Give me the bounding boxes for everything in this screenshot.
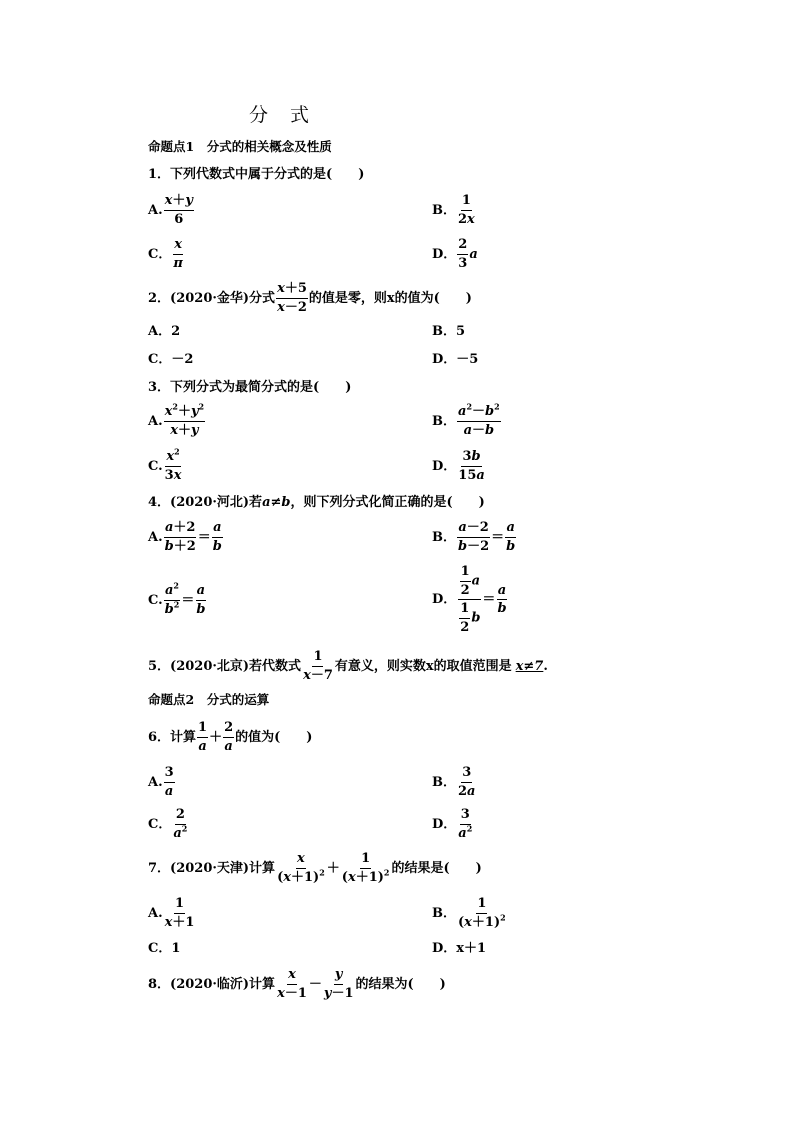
q7-option-a: A. $\frac{1}{x+1}$ xyxy=(148,896,195,930)
q7-option-b: B． $\frac{1}{(x+1)^2}$ xyxy=(432,896,506,930)
fraction: $\frac{x^2}{3x}$ xyxy=(164,446,182,483)
fraction: $\frac{1}{(x+1)^2}$ xyxy=(341,851,390,885)
q7-option-d: D．x＋1 xyxy=(432,941,487,956)
q7-option-c: C．1 xyxy=(148,941,181,956)
question-5-stem: 5．(2020·北京)若代数式 $\frac{1}{x-7}$ 有意义，则实数x的取值范围是 x≠7 . xyxy=(148,649,548,683)
fraction: $\frac{1}{2x}$ xyxy=(458,193,475,227)
fraction: $\frac{a-2}{b-2}$ xyxy=(458,520,490,554)
fraction: $\frac{2}{a^2}$ xyxy=(173,807,188,841)
fraction: $\frac{x+5}{x-2}$ xyxy=(277,281,307,315)
question-1-stem: 1．下列代数式中属于分式的是( ) xyxy=(148,167,365,182)
fraction: $\frac{1}{x-7}$ xyxy=(303,649,333,683)
q2-option-c: C．－2 xyxy=(148,352,194,367)
fraction: $\frac{y}{y-1}$ xyxy=(323,967,354,1001)
q4-option-c: C. $\frac{a^2}{b^2}$ ＝ $\frac{a}{b}$ xyxy=(148,580,206,617)
fraction: $\frac{3}{a}$ xyxy=(164,765,174,799)
q6-option-c: C． $\frac{2}{a^2}$ xyxy=(148,807,188,841)
q4-option-b: B． $\frac{a-2}{b-2}$ ＝ $\frac{a}{b}$ xyxy=(432,520,516,554)
fraction: $\frac{2}{a}$ xyxy=(224,720,234,754)
fraction: $\frac{a}{b}$ xyxy=(506,520,516,554)
section-heading-2: 命题点2 分式的运算 xyxy=(148,692,270,707)
q4-option-a: A. $\frac{a+2}{b+2}$ ＝ $\frac{a}{b}$ xyxy=(148,520,222,554)
fraction: $\frac{1}{(x+1)^2}$ xyxy=(458,896,506,930)
question-6-stem: 6．计算 $\frac{1}{a}$ ＋ $\frac{2}{a}$ 的值为( ) xyxy=(148,720,313,754)
fraction: $\frac{1}{a}$ xyxy=(198,720,208,754)
question-4-stem: 4．(2020·河北)若 a≠b ，则下列分式化简正确的是( ) xyxy=(148,495,485,510)
q6-option-a: A. $\frac{3}{a}$ xyxy=(148,765,174,799)
question-2-stem: 2．(2020·金华)分式 $\frac{x+5}{x-2}$ 的值是零，则x的值为( ) xyxy=(148,281,472,315)
fraction: $\frac{x}{(x+1)^2}$ xyxy=(277,851,325,885)
fraction: $\frac{a^2-b^2}{a-b}$ xyxy=(458,401,500,438)
question-8-stem: 8．(2020·临沂)计算 $\frac{x}{x-1}$ － $\frac{y}{y-1}$ 的结果为( ) xyxy=(148,967,446,1001)
fraction: $\frac{a}{b}$ xyxy=(497,582,507,617)
question-7-stem: 7．(2020·天津)计算 $\frac{x}{(x+1)^2}$ ＋ $\frac{1}{(x+1)^2}$ 的结果是( ) xyxy=(148,851,482,885)
fraction: $\frac{3}{2a}$ xyxy=(458,765,476,799)
fraction: $\frac{3b}{15a}$ xyxy=(458,449,485,483)
question-3-stem: 3．下列分式为最简分式的是( ) xyxy=(148,380,352,395)
q1-option-d: D． $\frac{2}{3}$ a xyxy=(432,237,478,271)
fraction: $\frac{x}{x-1}$ xyxy=(277,967,307,1001)
fraction: $\frac{a}{b}$ xyxy=(212,520,222,554)
q1-option-a: A. $\frac{x+y}{6}$ xyxy=(148,193,193,227)
q2-option-a: A．2 xyxy=(148,324,181,339)
q1-option-b: B． $\frac{1}{2x}$ xyxy=(432,193,475,227)
fraction: $\frac{a+2}{b+2}$ xyxy=(164,520,196,554)
q1-option-c: C． $\frac{x}{\pi}$ xyxy=(148,237,183,271)
q6-option-b: B． $\frac{3}{2a}$ xyxy=(432,765,476,799)
fraction: $\frac{x+y}{6}$ xyxy=(164,193,193,227)
fraction: $\frac{a^2}{b^2}$ xyxy=(164,580,180,617)
q3-option-d: D． $\frac{3b}{15a}$ xyxy=(432,449,485,483)
fraction: $\frac{x}{\pi}$ xyxy=(173,237,183,271)
fraction: $\frac{2}{3}$ xyxy=(458,237,468,271)
complex-fraction: $\frac{1}{2}$ a $\frac{1}{2}$ b xyxy=(457,565,481,635)
q4-option-d: D． $\frac{1}{2}$ a $\frac{1}{2}$ b ＝ $\frac{a}{b}$ xyxy=(432,564,507,635)
page-title: 分式 xyxy=(249,104,332,126)
fraction: $\frac{1}{x+1}$ xyxy=(164,896,195,930)
q3-option-c: C. $\frac{x^2}{3x}$ xyxy=(148,446,182,483)
answer-text: x≠7 xyxy=(515,658,544,674)
q2-option-b: B．5 xyxy=(432,324,466,339)
q2-option-d: D．－5 xyxy=(432,352,479,367)
q6-option-d: D． $\frac{3}{a^2}$ xyxy=(432,807,473,841)
fraction: $\frac{a}{b}$ xyxy=(196,583,206,617)
fraction: $\frac{x^2+y^2}{x+y}$ xyxy=(164,401,205,438)
q3-option-b: B． $\frac{a^2-b^2}{a-b}$ xyxy=(432,401,500,438)
section-heading-1: 命题点1 分式的相关概念及性质 xyxy=(148,139,332,154)
q3-option-a: A. $\frac{x^2+y^2}{x+y}$ xyxy=(148,401,205,438)
fraction: $\frac{3}{a^2}$ xyxy=(458,807,473,841)
